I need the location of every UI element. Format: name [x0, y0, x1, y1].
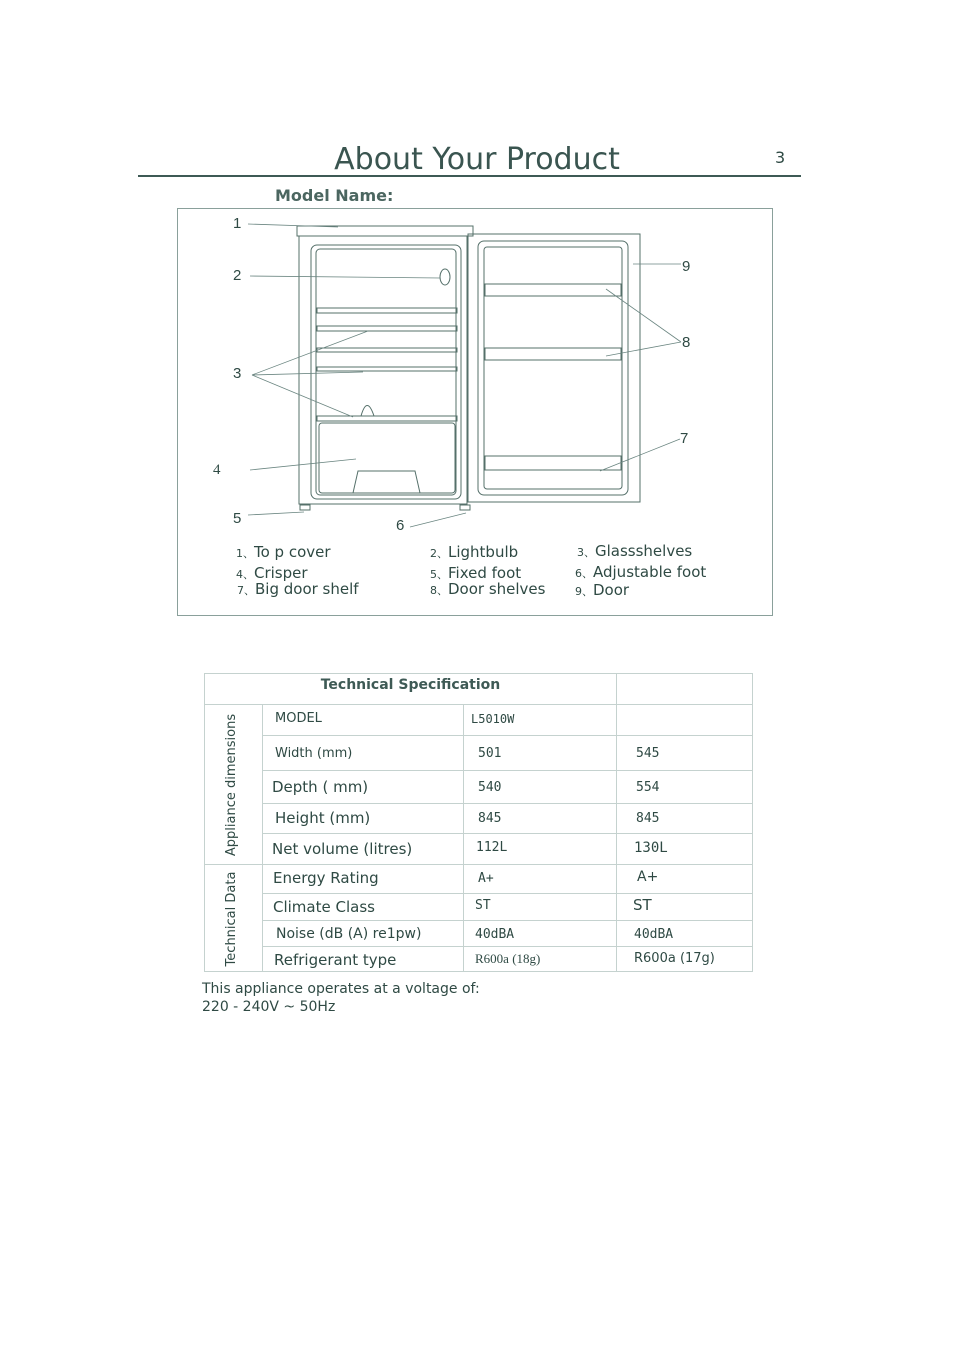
callout-5: 5: [233, 510, 242, 527]
value-height-b: 845: [636, 811, 660, 826]
model-name-label: Model Name:: [275, 186, 394, 205]
legend-item-door: 9、Door: [575, 581, 630, 599]
row-label-climate-class: Climate Class: [273, 898, 375, 916]
value-noise-b: 40dBA: [634, 927, 674, 942]
callout-4: 4: [213, 462, 221, 478]
callout-6: 6: [396, 517, 405, 534]
value-net-volume-b: 130L: [634, 840, 668, 856]
value-depth-a: 540: [478, 780, 502, 795]
legend-item-lightbulb: 2、Lightbulb: [430, 543, 519, 561]
value-climate-class-a: ST: [475, 898, 491, 913]
value-noise-a: 40dBA: [475, 927, 515, 942]
top-cover-shape: [297, 226, 473, 236]
page-title: About Your Product: [334, 142, 620, 177]
row-label-net-volume: Net volume (litres): [272, 840, 413, 858]
voltage-note-line-2: 220 - 240V ~ 50Hz: [202, 999, 336, 1015]
table-title: Technical Specification: [320, 677, 501, 693]
callout-2: 2: [233, 267, 242, 284]
legend-item-crisper: 4、Crisper: [236, 564, 308, 582]
product-diagram: [177, 208, 773, 616]
group-label-technical-data: Technical Data: [224, 871, 239, 967]
legend-item-fixed-foot: 5、Fixed foot: [430, 564, 522, 582]
row-label-height: Height (mm): [275, 809, 371, 827]
row-label-energy-rating: Energy Rating: [273, 869, 379, 887]
row-label-model: MODEL: [275, 711, 322, 726]
legend-item-glass-shelves: 3、Glassshelves: [577, 542, 693, 560]
value-refrigerant-b: R600a (17g): [634, 951, 715, 966]
callout-8: 8: [682, 334, 691, 351]
cabinet-body: [299, 236, 467, 504]
value-height-a: 845: [478, 811, 502, 826]
callout-3: 3: [233, 365, 242, 382]
legend-item-top-cover: 1、To p cover: [236, 543, 331, 561]
callout-9: 9: [682, 258, 691, 275]
page-number: 3: [775, 148, 786, 167]
callout-7: 7: [680, 430, 689, 447]
value-net-volume-a: 112L: [476, 840, 508, 855]
value-depth-b: 554: [636, 780, 660, 795]
value-width-b: 545: [636, 746, 660, 761]
title-rule: [138, 175, 801, 177]
value-energy-rating-a: A+: [478, 871, 494, 886]
row-label-refrigerant-type: Refrigerant type: [274, 951, 397, 969]
group-label-appliance-dimensions: Appliance dimensions: [224, 713, 239, 857]
voltage-note-line-1: This appliance operates at a voltage of:: [202, 981, 480, 997]
door-shape: [468, 234, 640, 502]
row-label-width: Width (mm): [275, 746, 353, 761]
value-width-a: 501: [478, 746, 502, 761]
value-refrigerant-a: R600a (18g): [475, 951, 541, 966]
technical-specification-table: [204, 673, 753, 972]
legend-item-door-shelves: 8、Door shelves: [430, 580, 546, 598]
callout-1: 1: [233, 215, 242, 232]
voltage-note: [202, 980, 480, 1016]
legend-item-adjustable-foot: 6、Adjustable foot: [575, 563, 707, 581]
value-climate-class-b: ST: [633, 896, 652, 914]
value-energy-rating-b: A+: [637, 869, 659, 885]
legend-item-big-door-shelf: 7、Big door shelf: [237, 580, 359, 598]
row-label-depth: Depth ( mm): [272, 778, 369, 796]
row-label-noise: Noise (dB (A) re1pw): [276, 926, 422, 942]
value-model-a: L5010W: [471, 712, 515, 726]
